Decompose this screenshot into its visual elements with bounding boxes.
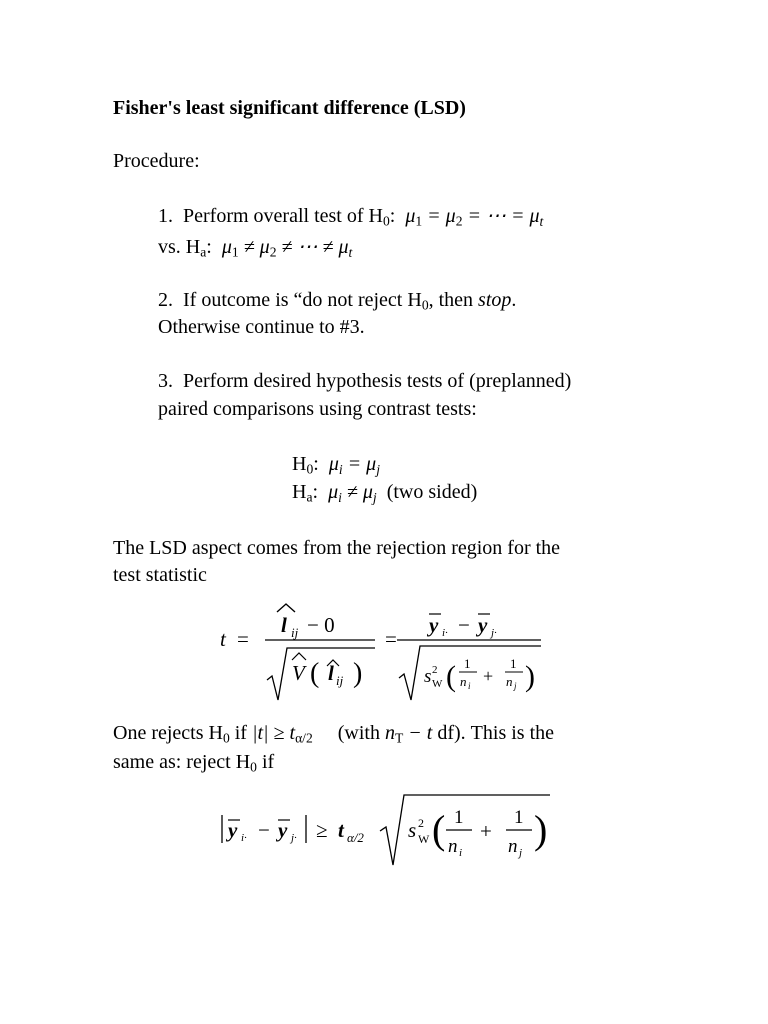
svg-text:): ) (534, 807, 548, 852)
procedure-label: Procedure: (113, 150, 200, 172)
svg-text:(: ( (432, 807, 446, 852)
step2-line2: Otherwise continue to #3. (158, 316, 365, 338)
svg-text:=: = (237, 627, 249, 651)
step3-line2: paired comparisons using contrast tests: (158, 398, 477, 420)
svg-text:1: 1 (510, 656, 517, 671)
svg-text:j·: j· (291, 832, 297, 844)
svg-text:− 0: − 0 (307, 613, 335, 637)
svg-text:2: 2 (432, 664, 438, 676)
svg-text:y: y (478, 613, 488, 637)
svg-text:1: 1 (514, 807, 524, 828)
step2-line1: 2. If outcome is “do not reject $H_0$, then stop. (158, 289, 517, 313)
svg-text:+: + (483, 666, 494, 686)
test-statistic-formula (215, 600, 555, 710)
alt-hypothesis-equation: $\mu_1 \ne \mu_2$ ≠ ⋯ ≠ $\mu_t$ (221, 236, 353, 261)
svg-text:W: W (418, 832, 430, 846)
step1-line1: 1. Perform overall test of $H_0$: $\mu_1 = \mu_2$ = ⋯ = $\mu_t$ (158, 205, 544, 230)
svg-text:i·: i· (442, 627, 448, 639)
svg-text:i: i (468, 681, 471, 691)
svg-text:l: l (328, 661, 334, 685)
lsd-inequality-formula (210, 785, 560, 875)
svg-text:≥: ≥ (316, 818, 328, 842)
svg-text:s: s (408, 818, 417, 842)
svg-text:t: t (220, 627, 226, 651)
svg-text:l: l (281, 613, 287, 637)
svg-text:−: − (258, 818, 270, 842)
svg-text:(: ( (310, 658, 320, 689)
page-title: Fisher's least significant difference (LSD) (113, 97, 466, 119)
svg-text:2: 2 (418, 816, 424, 830)
svg-text:): ) (525, 660, 535, 693)
rejection-rule-line2: same as: reject $H_0$ if (113, 751, 275, 775)
svg-text:=: = (385, 627, 397, 651)
svg-text:y: y (429, 613, 439, 637)
svg-text:ij: ij (336, 673, 344, 688)
svg-text:n: n (506, 674, 513, 689)
svg-text:n: n (448, 836, 458, 857)
svg-text:): ) (353, 658, 363, 689)
svg-text:(: ( (446, 660, 456, 693)
step1-line2: vs. $H_a$: $\mu_1 \ne \mu_2$ ≠ ⋯ ≠ $\mu_t$ (158, 236, 353, 261)
svg-text:t: t (338, 818, 344, 842)
svg-text:1: 1 (454, 807, 464, 828)
svg-text:n: n (460, 674, 467, 689)
svg-text:1: 1 (464, 656, 471, 671)
svg-text:+: + (480, 819, 492, 843)
svg-text:s: s (424, 666, 432, 687)
svg-text:n: n (508, 836, 518, 857)
rejection-rule-line1: One rejects $H_0$ if $|t| \ge t_{\alpha/2}$ (with $n_T - t$ df). This is the (113, 722, 555, 746)
svg-text:j: j (514, 681, 517, 691)
step3-line1: 3. Perform desired hypothesis tests of (preplanned) (158, 370, 572, 392)
svg-text:j·: j· (491, 627, 497, 639)
null-hypothesis-equation: $\mu_1 = \mu_2$ = ⋯ = $\mu_t$ (405, 205, 544, 230)
svg-text:j: j (519, 847, 523, 859)
svg-text:−: − (458, 613, 470, 637)
contrast-alt-hypothesis: $H_a$: $\mu_i \ne \mu_j$ (two sided) (292, 481, 478, 506)
svg-text:V: V (292, 661, 305, 685)
svg-text:i: i (459, 847, 463, 859)
svg-text:ij: ij (291, 625, 299, 640)
lsd-paragraph-line2: test statistic (113, 564, 207, 586)
svg-text:α/2: α/2 (347, 830, 364, 845)
lsd-paragraph-line1: The LSD aspect comes from the rejection region for the (113, 537, 561, 559)
contrast-null-hypothesis: $H_0$: $\mu_i = \mu_j$ (292, 453, 380, 478)
svg-text:y: y (278, 818, 288, 842)
svg-text:W: W (432, 678, 443, 690)
svg-text:i·: i· (241, 832, 247, 844)
svg-text:y: y (228, 818, 238, 842)
